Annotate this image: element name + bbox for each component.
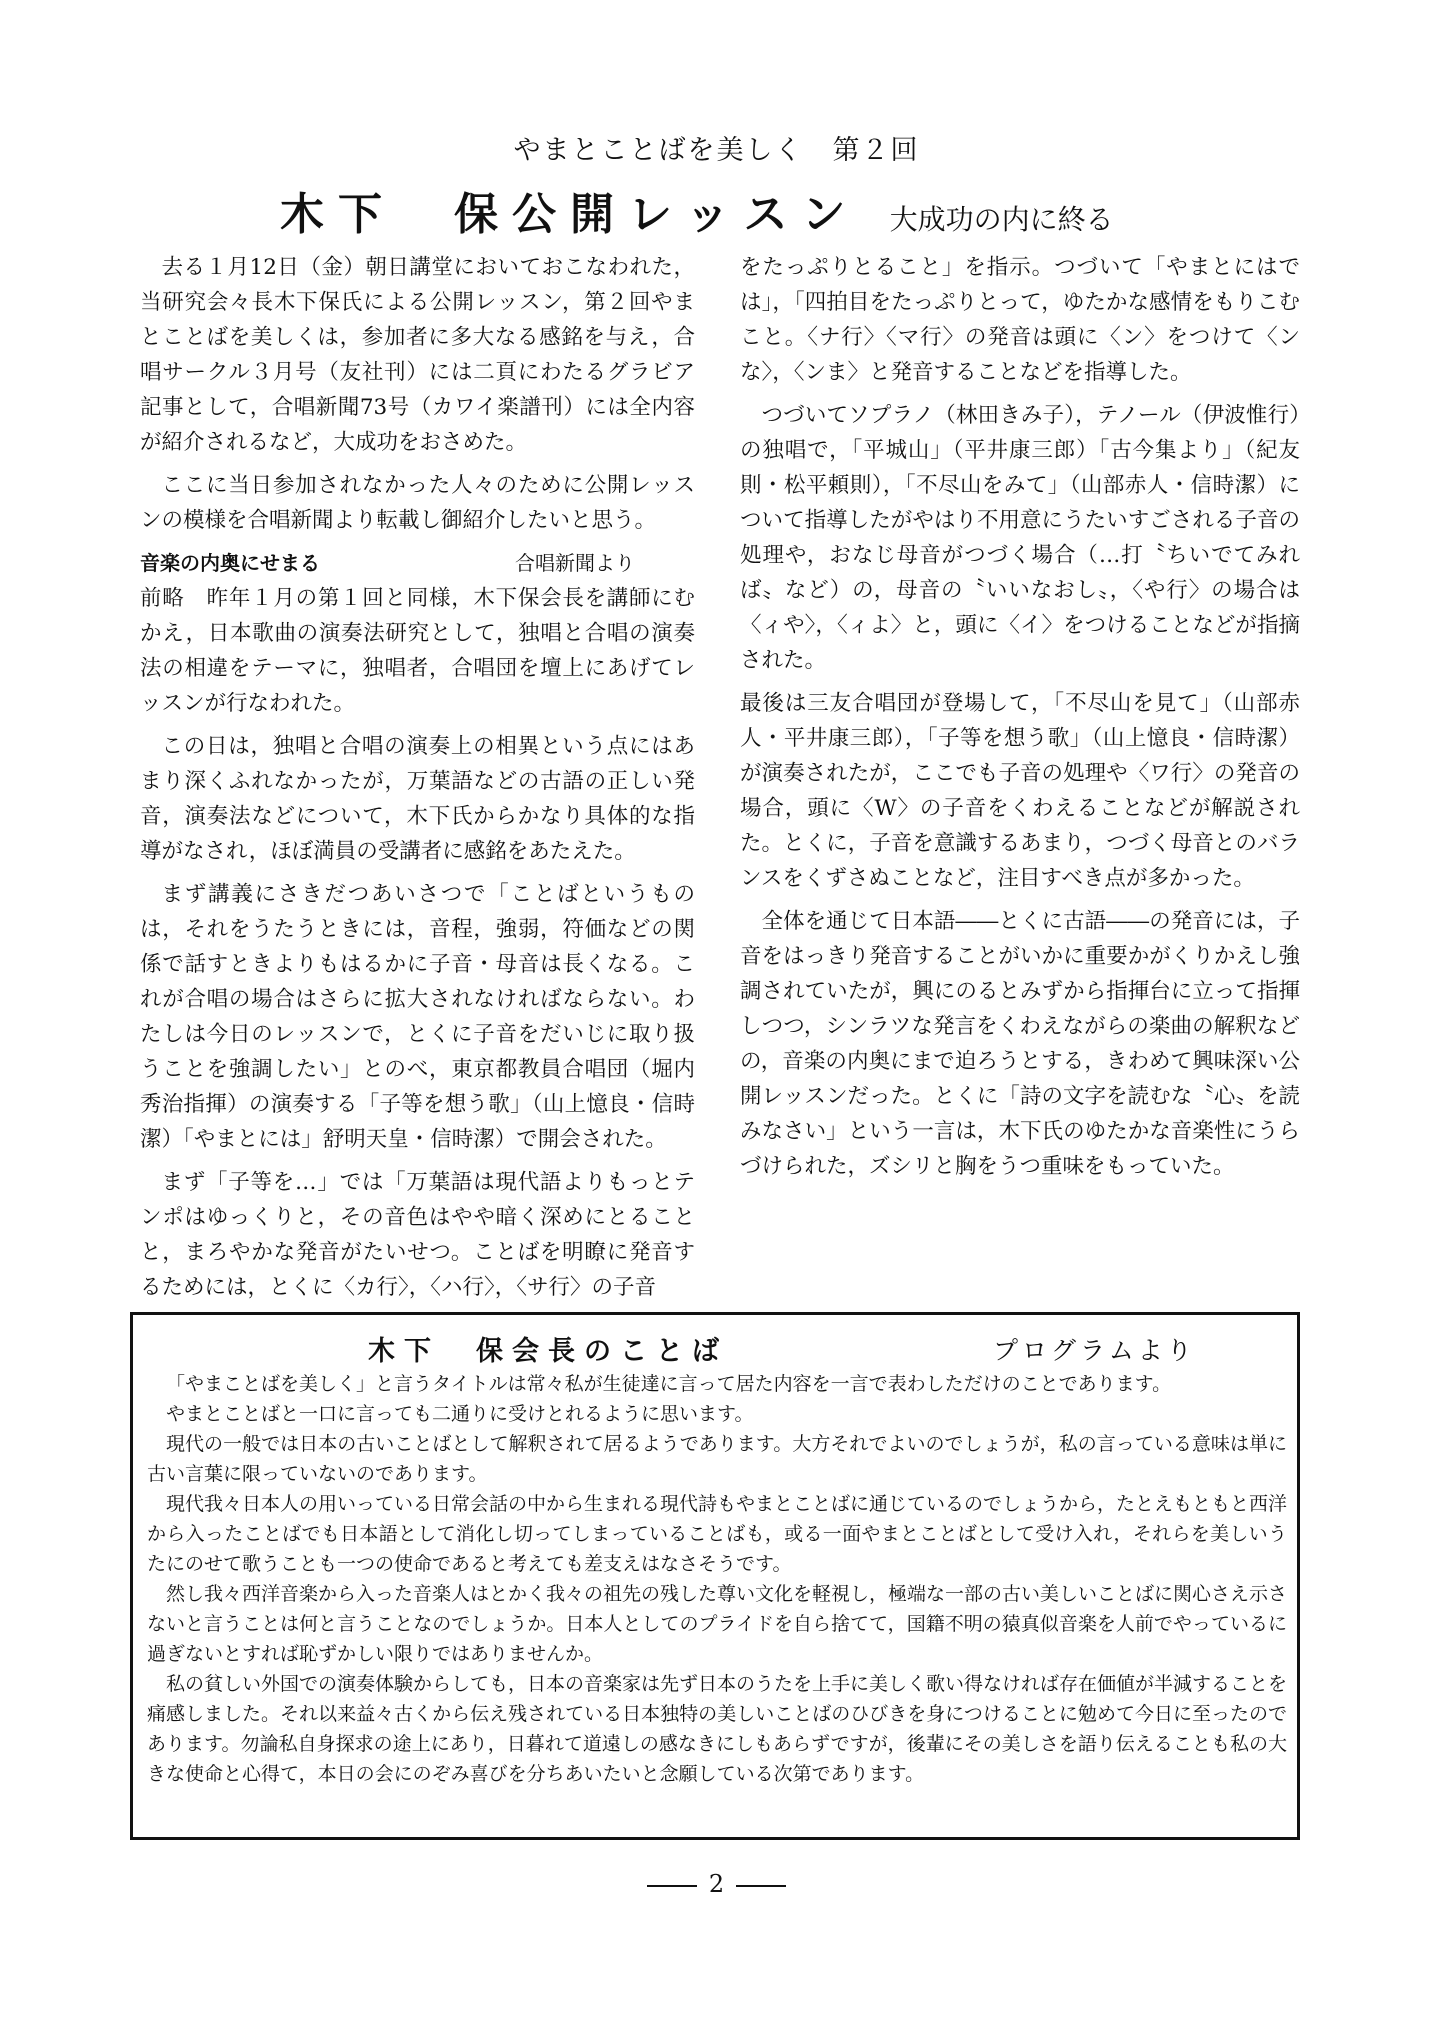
right-column — [740, 250, 1300, 1192]
paragraph: 私の貧しい外国での演奏体験からしても，日本の音楽家は先ず日本のうたを上手に美しく歌い得なければ存在価値が半減することを痛感しました。それ以来益々古くから伝え残されている日本独特の美しいことばのひびきを身につけることに勉めて今日に至ったのであります。勿論私自身探求の途上にあり，日暮れて道遠しの感なきにしもあらずですが，後輩にその美しさを語り伝えることも私の大きな使命と心得て，本日の会にのぞみ喜びを分ちあいたいと念願している次第であります。 — [147, 1673, 1288, 1785]
paragraph: をたっぷりとること」を指示。つづいて「やまとにはでは」，「四拍目をたっぷりとって，ゆたかな感情をもりこむこと。〈ナ行〉〈マ行〉の発音は頭に〈ン〉をつけて〈ンな〉，〈ンま〉と発音することなどを指導した。 — [740, 255, 1300, 385]
dash-rule — [647, 1885, 697, 1887]
paragraph: 全体を通じて日本語――とくに古語――の発音には，子音をはっきり発音することがいかに重要かがくりかえし強調されていたが，興にのるとみずから指揮台に立って指揮しつつ，シンラツな発言をくわえながらの楽曲の解釈などの，音楽の内奥にまで迫ろうとする，きわめて興味深い公開レッスンだった。とくに「詩の文字を読むな〝心〟を読みなさい」という一言は，木下氏のゆたかな音楽性にうらづけられた，ズシリと胸をうつ重味をもっていた。 — [740, 909, 1300, 1179]
page-number — [0, 1870, 1433, 1898]
president-message-box — [130, 1312, 1300, 1840]
paragraph: 現代我々日本人の用いっている日常会話の中から生まれる現代詩もやまとことばに通じているのでしょうから，たとえもともと西洋から入ったことばでも日本語として消化し切ってしまっていることばも，或る一面やまとことばとして受け入れ，それらを美しいうたにのせて歌うことも一つの使命であると考えても差支えはなさそうです。 — [147, 1493, 1288, 1575]
box-title: 木下 保会長のことば — [368, 1336, 728, 1367]
article-subtitle: 大成功の内に終る — [889, 203, 1114, 236]
subheading-title: 音楽の内奥にせまる — [140, 551, 320, 575]
paragraph: 然し我々西洋音楽から入った音楽人はとかく我々の祖先の残した尊い文化を軽視し，極端な一部の古い美しいことばに関心さえ示さないと言うことは何と言うことなのでしょうか。日本人としてのプライドを自ら捨てて，国籍不明の猿真似音楽を人前でやっているに過ぎないとすれば恥ずかしい限りではありませんか。 — [147, 1583, 1288, 1665]
subheading-source: 合唱新聞より — [515, 551, 635, 575]
paragraph: 「やまことばを美しく」と言うタイトルは常々私が生徒達に言って居た内容を一言で表わしただけのことであります。 — [166, 1373, 1172, 1395]
paragraph: つづいてソプラノ（林田きみ子），テノール（伊波惟行）の独唱で，「平城山」（平井康三郎）「古今集より」（紀友則・松平頼則），「不尽山をみて」（山部赤人・信時潔）について指導したがやはり不用意にうたいすごされる子音の処理や，おなじ母音がつづく場合（…打〝ちいでてみれば〟など）の，母音の〝いいなおし〟，〈や行〉の場合は〈ィや〉，〈ィよ〉と，頭に〈イ〉をつけることなどが指摘された。 — [740, 403, 1300, 673]
article-heading — [280, 178, 1114, 240]
page-number-text: 2 — [708, 1870, 725, 1898]
paragraph: まず「子等を…」では「万葉語は現代語よりもっとテンポはゆっくりと，その音色はやや暗く深めにとることと，まろやかな発音がたいせつ。ことばを明瞭に発音するためには，とくに〈カ行〉，〈ハ行〉，〈サ行〉の子音 — [140, 1170, 695, 1300]
paragraph: 去る１月12日（金）朝日講堂においておこなわれた，当研究会々長木下保氏による公開レッスン，第２回やまとことばを美しくは，参加者に多大なる感銘を与え，合唱サークル３月号（友社刊）には二頁にわたるグラビア記事として，合唱新聞73号（カワイ楽譜刊）には全内容が紹介されるなど，大成功をおさめた。 — [140, 255, 695, 455]
paragraph: 前略 昨年１月の第１回と同様，木下保会長を講師にむかえ，日本歌曲の演奏法研究として，独唱と合唱の演奏法の相違をテーマに，独唱者，合唱団を壇上にあげてレッスンが行なわれた。 — [140, 586, 695, 716]
box-source: プログラムより — [993, 1336, 1196, 1365]
paragraph: 現代の一般では日本の古いことばとして解釈されて居るようであります。大方それでよいのでしょうが，私の言っている意味は単に古い言葉に限っていないのであります。 — [147, 1433, 1287, 1485]
paragraph: やまとことばと一口に言っても二通りに受けとれるように思います。 — [166, 1403, 754, 1425]
paragraph: 最後は三友合唱団が登場して，「不尽山を見て」（山部赤人・平井康三郎），「子等を想う歌」（山上憶良・信時潔）が演奏されたが，ここでも子音の処理や〈ワ行〉の発音の場合，頭に〈W〉の子音をくわえることなどが解説された。とくに，子音を意識するあまり，つづく母音とのバランスをくずさぬことなど，注目すべき点が多かった。 — [740, 691, 1300, 891]
paragraph: まず講義にさきだつあいさつで「ことばというものは，それをうたうときには，音程，強弱，符価などの関係で話すときよりもはるかに子音・母音は長くなる。これが合唱の場合はさらに拡大されなければならない。わたしは今日のレッスンで，とくに子音をだいじに取り扱うことを強調したい」とのべ，東京都教員合唱団（堀内秀治指揮）の演奏する「子等を想う歌」（山上憶良・信時潔）「やまとには」舒明天皇・信時潔）で開会された。 — [140, 882, 695, 1152]
section-subheading — [140, 546, 695, 581]
article-title: 木下 保公開レッスン — [280, 189, 860, 240]
dash-rule — [736, 1885, 786, 1887]
left-column — [140, 250, 695, 1313]
series-title: やまとことばを美しく 第２回 — [513, 135, 920, 166]
box-body — [147, 1369, 1287, 1789]
paragraph: この日は，独唱と合唱の演奏上の相異という点にはあまり深くふれなかったが，万葉語などの古語の正しい発音，演奏法などについて，木下氏からかなり具体的な指導がなされ，ほぼ満員の受講者に感銘をあたえた。 — [140, 734, 695, 864]
box-heading — [133, 1329, 1297, 1367]
paragraph: ここに当日参加されなかった人々のために公開レッスンの模様を合唱新聞より転載し御紹介したいと思う。 — [140, 473, 695, 533]
